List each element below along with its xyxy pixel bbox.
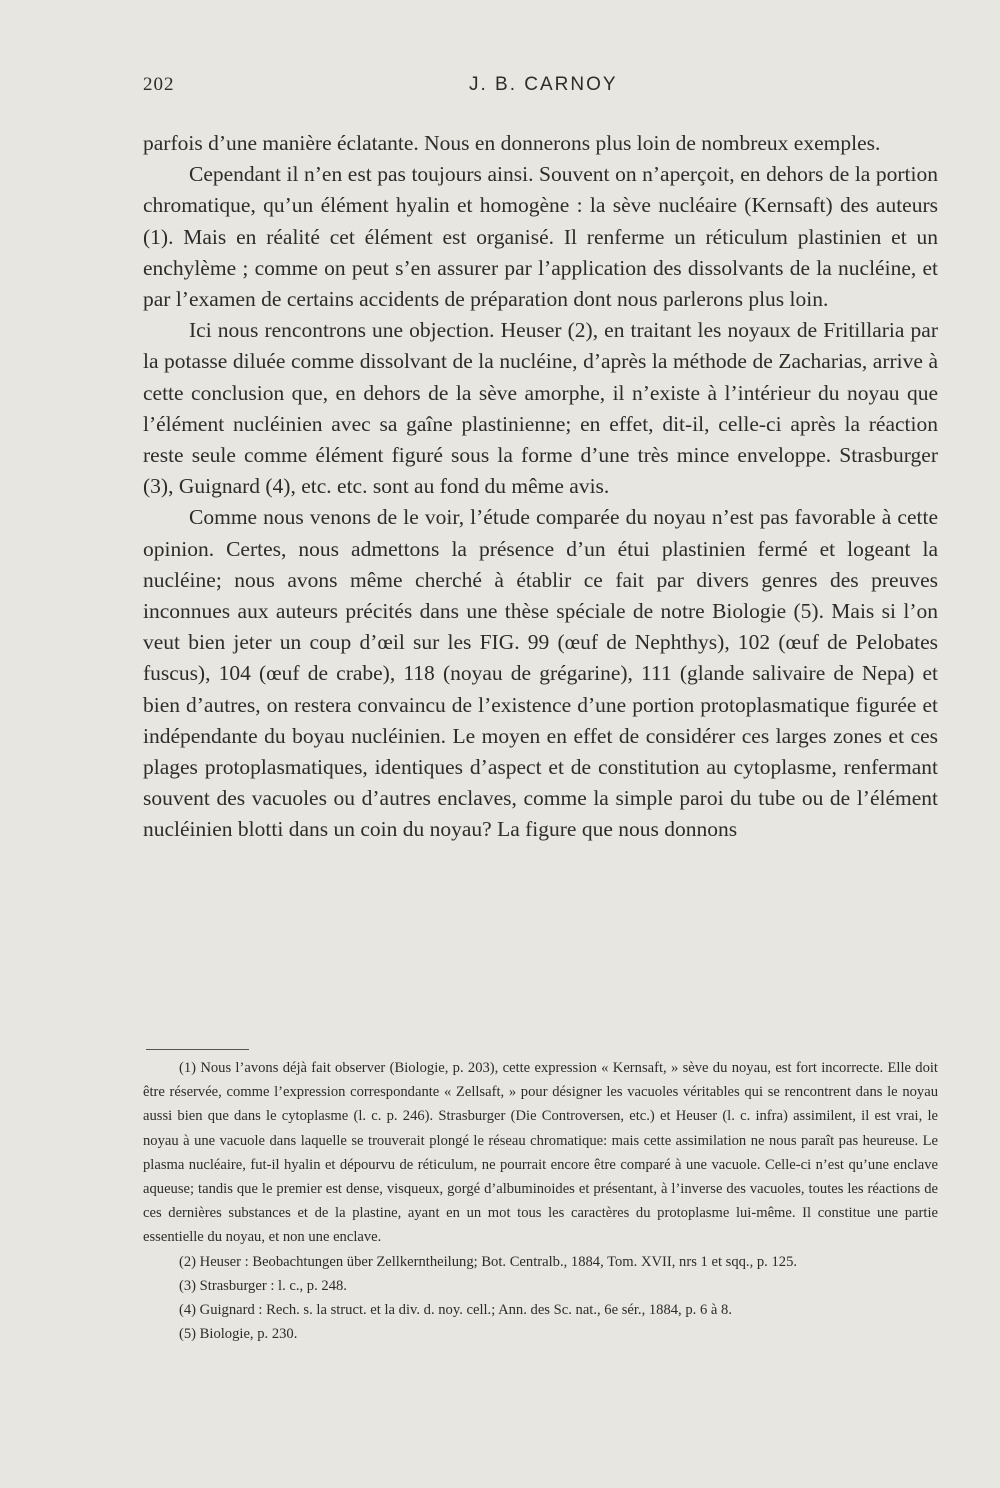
paragraph-1: parfois d’une manière éclatante. Nous en donnerons plus loin de nombreux exemples.	[143, 131, 881, 155]
running-title: J. B. CARNOY	[469, 74, 618, 95]
footnote-3: (3) Strasburger : l. c., p. 248.	[179, 1277, 347, 1294]
paragraph-4: Comme nous venons de le voir, l’étude comparée du noyau n’est pas favorable à cette opinion. Certes, nous admettons la présence d’un étui plastinien fermé et logeant la nucléine; nous avons même cherché à établir ce fait par divers genres des preuves inconnues aux auteurs précités dans une thèse spéciale de notre Biologie (5). Mais si l’on veut bien jeter un coup d’œil sur les FIG. 99 (œuf de Nephthys), 102 (œuf de Pelobates fuscus), 104 (œuf de crabe), 118 (noyau de grégarine), 111 (glande salivaire de Nepa) et bien d’autres, on restera convaincu de l’existence d’une portion protoplasmatique figurée et indépendante du boyau nucléinien. Le moyen en effet de considérer ces larges zones et ces plages protoplasmatiques, identiques d’aspect et de constitution au cytoplasme, renfermant souvent des vacuoles ou d’autres enclaves, comme la simple paroi du tube ou de l’élément nucléinien blotti dans un coin du noyau? La figure que nous donnons	[143, 505, 938, 842]
footnote-divider	[146, 1049, 249, 1050]
page-number: 202	[143, 74, 175, 95]
footnote-1: (1) Nous l’avons déjà fait observer (Biologie, p. 203), cette expression « Kernsaft, » sève du noyau, est fort incorrecte. Elle doit être réservée, comme l’expression correspondante « Zellsaft, » pour désigner les vacuoles véritables qui se rencontrent dans le noyau aussi bien que dans le cytoplasme (l. c. p. 246). Strasburger (Die Controversen, etc.) et Heuser (l. c. infra) assimilent, il est vrai, le noyau à une vacuole dans laquelle se trouverait plongé le réseau chromatique: mais cette assimilation ne nous paraît pas heureuse. Le plasma nucléaire, fut-il hyalin et dépourvu de réticulum, ne pourrait encore être comparé à une vacuole. Celle-ci n’est qu’une enclave aqueuse; tandis que le premier est dense, visqueux, gorgé d’albuminoides et présentant, à l’inverse des vacuoles, toutes les réactions de ces dernières substances et de la plastine, ayant en un mot tous les caractères du protoplasme lui-même. Il constitue une partie essentielle du noyau, et non une enclave.	[143, 1060, 938, 1246]
footnote-4: (4) Guignard : Rech. s. la struct. et la div. d. noy. cell.; Ann. des Sc. nat., 6e sér., 1884, p. 6 à 8.	[179, 1302, 732, 1319]
main-text	[143, 128, 938, 846]
paragraph-2: Cependant il n’en est pas toujours ainsi. Souvent on n’aperçoit, en dehors de la portion chromatique, qu’un élément hyalin et homogène : la sève nucléaire (Kernsaft) des auteurs (1). Mais en réalité cet élément est organisé. Il renferme un réticulum plastinien et un enchylème ; comme on peut s’en assurer par l’application des dissolvants de la nucléine, et par l’examen de certains accidents de préparation dont nous parlerons plus loin.	[143, 162, 938, 312]
paragraph-3: Ici nous rencontrons une objection. Heuser (2), en traitant les noyaux de Fritillaria par la potasse diluée comme dissolvant de la nucléine, d’après la méthode de Zacharias, arrive à cette conclusion que, en dehors de la sève amorphe, il n’existe à l’intérieur du noyau que l’élément nucléinien avec sa gaîne plastinienne; en effet, dit-il, celle-ci après la réaction reste seule comme élément figuré sous la forme d’une très mince enveloppe. Strasburger (3), Guignard (4), etc. etc. sont au fond du même avis.	[143, 318, 938, 499]
footnote-2: (2) Heuser : Beobachtungen über Zellkerntheilung; Bot. Centralb., 1884, Tom. XVII, nrs 1 et sqq., p. 125.	[179, 1253, 798, 1270]
page-header	[143, 74, 938, 104]
footnote-5: (5) Biologie, p. 230.	[179, 1326, 298, 1343]
footnotes	[143, 1056, 938, 1346]
